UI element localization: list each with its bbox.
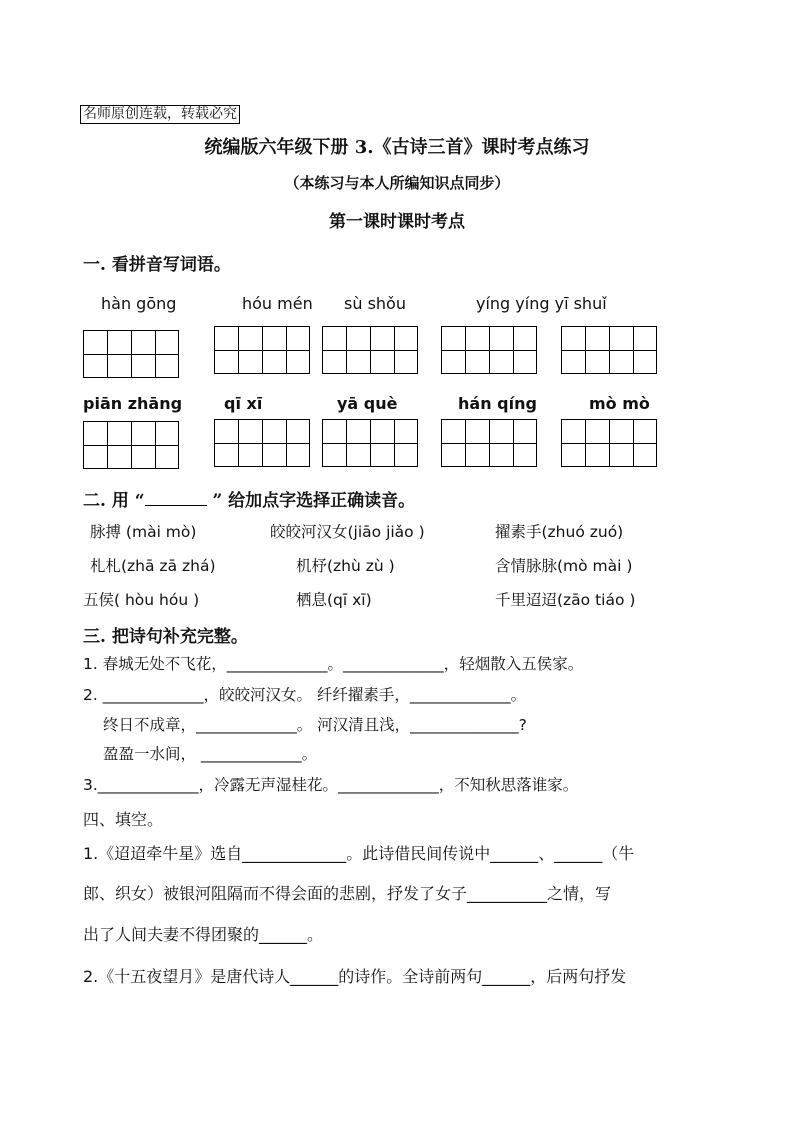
pronunciation-choice[interactable]: 栖息(qī xī) xyxy=(296,591,372,609)
poem-line[interactable]: 盈盈一水间， _____________。 xyxy=(103,745,318,763)
fill-line[interactable]: 2.《十五夜望月》是唐代诗人______的诗作。全诗前两句______，后两句抒发 xyxy=(83,967,627,986)
section2-heading xyxy=(83,486,415,511)
poem-line[interactable]: 3._____________，冷露无声湿桂花。_____________，不知秋思落谁家。 xyxy=(83,776,579,794)
pinyin-label: yíng yíng yī shuǐ xyxy=(476,294,607,313)
writing-grid[interactable] xyxy=(214,326,310,374)
writing-grid[interactable] xyxy=(441,419,537,467)
answer-blank xyxy=(145,491,207,506)
pinyin-label: hàn gōng xyxy=(101,294,177,313)
pinyin-label: yā què xyxy=(337,394,398,413)
pronunciation-choice[interactable]: 擢素手(zhuó zuó) xyxy=(495,523,624,541)
pinyin-label: mò mò xyxy=(589,394,650,413)
section2-heading-b: ” 给加点字选择正确读音。 xyxy=(206,491,416,511)
page-subtitle: （本练习与本人所编知识点同步） xyxy=(284,174,510,192)
pronunciation-choice[interactable]: 含情脉脉(mò mài ) xyxy=(495,557,633,575)
section4-heading: 四、填空。 xyxy=(83,810,164,829)
pinyin-label: piān zhāng xyxy=(83,394,183,413)
copyright-notice: 名师原创连载，转载必究 xyxy=(80,105,240,124)
pronunciation-choice[interactable]: 札札(zhā zā zhá) xyxy=(90,557,216,575)
pronunciation-choice[interactable]: 脉搏 (mài mò) xyxy=(90,523,197,541)
writing-grid[interactable] xyxy=(561,326,657,374)
pronunciation-choice[interactable]: 皎皎河汉女(jiāo jiǎo ) xyxy=(270,523,425,541)
pinyin-label: sù shǒu xyxy=(344,294,406,313)
fill-line[interactable]: 郎、织女）被银河阻隔而不得会面的悲剧，抒发了女子__________之情，写 xyxy=(83,884,612,903)
pronunciation-choice[interactable]: 机杼(zhù zù ) xyxy=(296,557,395,575)
fill-line[interactable]: 出了人间夫妻不得团聚的______。 xyxy=(83,925,324,944)
writing-grid[interactable] xyxy=(83,421,179,469)
page-title: 统编版六年级下册 3.《古诗三首》课时考点练习 xyxy=(204,137,590,158)
pronunciation-choice[interactable]: 千里迢迢(zāo tiáo ) xyxy=(495,591,636,609)
section1-heading: 一. 看拼音写词语。 xyxy=(83,255,231,275)
writing-grid[interactable] xyxy=(83,330,179,378)
section3-heading: 三. 把诗句补充完整。 xyxy=(83,627,248,647)
writing-grid[interactable] xyxy=(561,419,657,467)
section2-heading-a: 二. 用 “ xyxy=(83,491,145,511)
pinyin-label: hán qíng xyxy=(458,394,537,413)
lesson-title: 第一课时课时考点 xyxy=(329,212,465,232)
poem-line[interactable]: 终日不成章，_____________。 河汉清且浅，______________? xyxy=(103,716,527,734)
poem-line[interactable]: 1. 春城无处不飞花，_____________。_____________，轻烟散入五侯家。 xyxy=(83,655,584,673)
fill-line[interactable]: 1.《迢迢牵牛星》选自_____________。此诗借民间传说中______、______（牛 xyxy=(83,844,635,863)
pinyin-label: qī xī xyxy=(224,394,263,413)
pinyin-label: hóu mén xyxy=(242,294,313,313)
writing-grid[interactable] xyxy=(441,326,537,374)
poem-line[interactable]: 2. _____________，皎皎河汉女。 纤纤擢素手，_____________。 xyxy=(83,686,527,704)
pronunciation-choice[interactable]: 五侯( hòu hóu ) xyxy=(83,591,200,609)
writing-grid[interactable] xyxy=(322,326,418,374)
writing-grid[interactable] xyxy=(322,419,418,467)
writing-grid[interactable] xyxy=(214,419,310,467)
